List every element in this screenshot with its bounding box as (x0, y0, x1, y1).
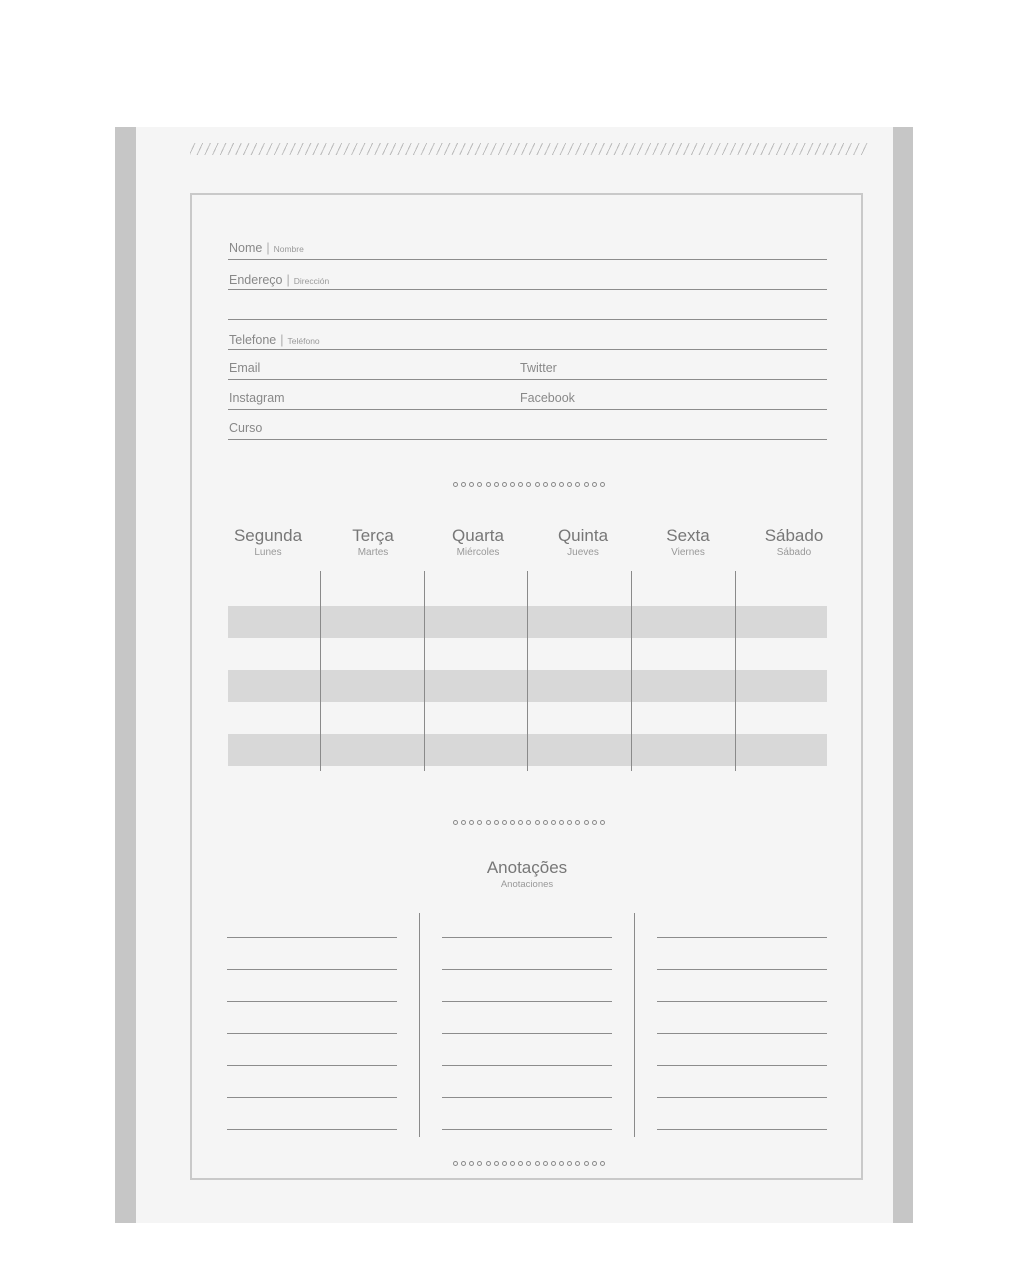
field-label-instagram: Instagram (229, 391, 285, 405)
notes-line[interactable] (227, 1065, 397, 1066)
notes-line[interactable] (227, 969, 397, 970)
field-label-facebook: Facebook (520, 391, 575, 405)
day-header-wednesday: Quarta Miércoles (452, 526, 504, 558)
dot-divider (453, 817, 605, 827)
hatch-pattern (190, 143, 868, 155)
left-side-bar (115, 127, 136, 1223)
field-line-address[interactable] (228, 289, 827, 290)
field-line-address-2[interactable] (228, 319, 827, 320)
field-label-name: Nome | Nombre (229, 241, 304, 255)
notes-line[interactable] (442, 937, 612, 938)
notes-line[interactable] (442, 1065, 612, 1066)
day-header-friday: Sexta Viernes (666, 526, 710, 558)
field-line-name[interactable] (228, 259, 827, 260)
right-side-bar (893, 127, 913, 1223)
field-line-email-twitter[interactable] (228, 379, 827, 380)
day-header-thursday: Quinta Jueves (557, 526, 609, 558)
notes-line[interactable] (657, 1065, 827, 1066)
notes-line[interactable] (227, 1129, 397, 1130)
column-divider (424, 571, 425, 771)
field-line-course[interactable] (228, 439, 827, 440)
notes-line[interactable] (657, 1097, 827, 1098)
day-header-tuesday: Terça Martes (352, 526, 394, 558)
field-label-twitter: Twitter (520, 361, 557, 375)
field-line-phone[interactable] (228, 349, 827, 350)
notes-line[interactable] (657, 937, 827, 938)
notes-column-divider (634, 913, 635, 1137)
column-divider (320, 571, 321, 771)
notes-line[interactable] (227, 1001, 397, 1002)
field-label-course: Curso (229, 421, 263, 435)
day-header-monday: Segunda Lunes (233, 526, 303, 558)
dot-divider (453, 1158, 605, 1168)
column-divider (527, 571, 528, 771)
notes-heading: Anotações Anotaciones (486, 858, 568, 890)
notes-line[interactable] (442, 1001, 612, 1002)
notes-line[interactable] (442, 1129, 612, 1130)
notes-column-divider (419, 913, 420, 1137)
notes-line[interactable] (657, 969, 827, 970)
field-label-address: Endereço | Dirección (229, 273, 330, 287)
notes-line[interactable] (657, 1001, 827, 1002)
notes-line[interactable] (442, 1097, 612, 1098)
notes-line[interactable] (657, 1033, 827, 1034)
field-line-instagram-facebook[interactable] (228, 409, 827, 410)
notes-line[interactable] (227, 937, 397, 938)
notes-line[interactable] (442, 1033, 612, 1034)
column-divider (631, 571, 632, 771)
notes-line[interactable] (227, 1033, 397, 1034)
notes-line[interactable] (227, 1097, 397, 1098)
notes-line[interactable] (657, 1129, 827, 1130)
notes-line[interactable] (442, 969, 612, 970)
day-header-saturday: Sábado Sábado (764, 526, 824, 558)
dot-divider (453, 479, 605, 489)
field-label-email: Email (229, 361, 261, 375)
field-label-phone: Telefone | Teléfono (229, 333, 320, 347)
column-divider (735, 571, 736, 771)
